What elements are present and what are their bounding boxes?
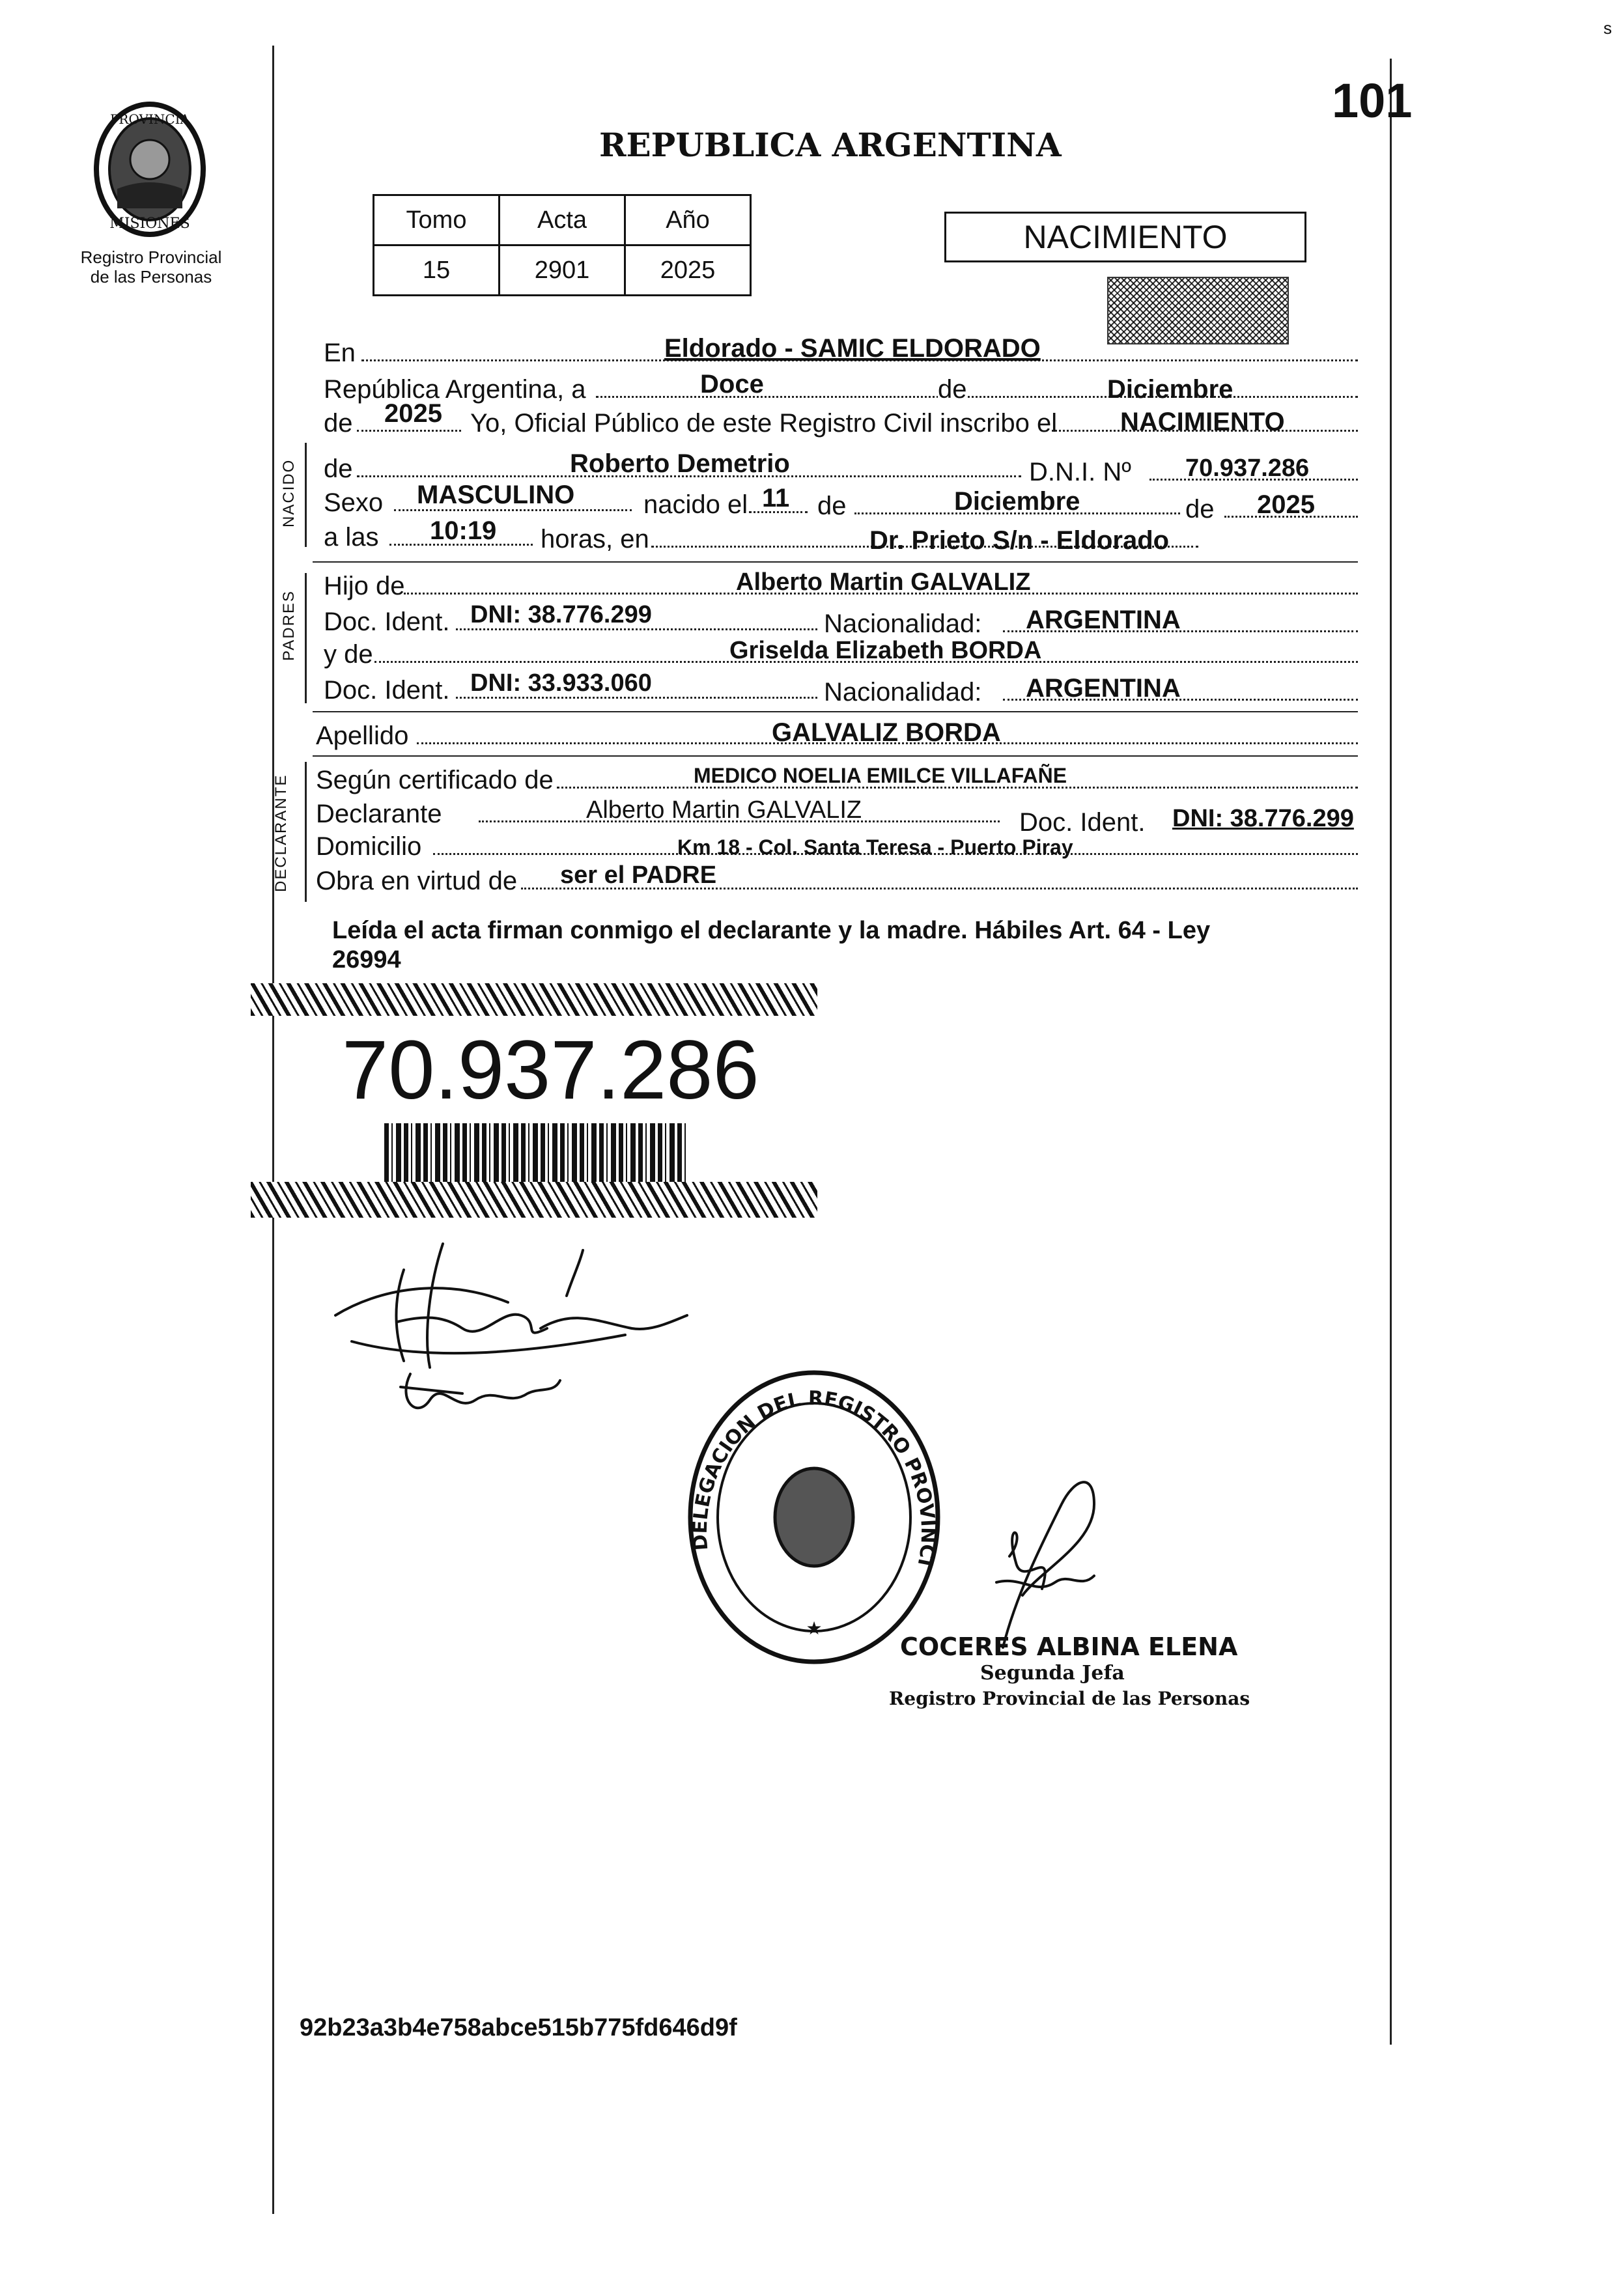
madre-nac-label: Nacionalidad:	[824, 678, 982, 707]
anio-dots	[357, 430, 461, 432]
declarante-doc-label: Doc. Ident.	[1019, 808, 1146, 837]
padre-doc: DNI: 38.776.299	[470, 601, 652, 628]
tomo-value: 15	[374, 245, 500, 296]
document-type: NACIMIENTO	[1023, 219, 1228, 255]
padre-nac: ARGENTINA	[1026, 606, 1181, 634]
tomo-header: Tomo	[374, 195, 500, 245]
dni-block-number: 70.937.286	[342, 1024, 759, 1117]
horas-en-label: horas, en	[541, 525, 649, 553]
nacido-de-label: de	[324, 455, 353, 483]
declarante-bracket	[305, 762, 307, 902]
obra-value: ser el PADRE	[560, 861, 717, 889]
cert-value: MEDICO NOELIA EMILCE VILLAFAÑE	[694, 764, 1067, 787]
nombre-value: Roberto Demetrio	[570, 449, 790, 478]
page-number: 101	[1332, 74, 1413, 128]
page-title: REPUBLICA ARGENTINA	[599, 126, 1062, 164]
document-type-box	[944, 212, 1306, 262]
svg-text:MISIONES: MISIONES	[109, 216, 190, 232]
domicilio-value: Km 18 - Col. Santa Teresa - Puerto Piray	[677, 835, 1073, 859]
sexo-label: Sexo	[324, 488, 384, 517]
left-frame-line	[272, 46, 274, 2214]
logo-caption-line1: Registro Provincial	[80, 247, 222, 267]
nota-line-1: Leída el acta firman conmigo el declarante y la madre. Hábiles Art. 64 - Ley	[332, 917, 1211, 944]
de-label-2: de	[324, 409, 353, 438]
apellido-rule	[313, 755, 1358, 757]
acta-value: 2901	[500, 245, 625, 296]
logo-caption-line2: de las Personas	[90, 267, 212, 287]
inscribo-text: Yo, Oficial Público de este Registro Civil inscribo el	[470, 409, 1058, 438]
sexo-dots	[394, 509, 632, 511]
nacido-anio: 2025	[1257, 490, 1315, 519]
acta-table	[373, 194, 752, 296]
dni-label: D.N.I. Nº	[1029, 458, 1131, 486]
padres-rule	[313, 711, 1358, 712]
padres-side-label: PADRES	[280, 590, 298, 661]
official-office: Registro Provincial de las Personas	[889, 1688, 1250, 1709]
en-value: Eldorado - SAMIC ELDORADO	[664, 334, 1041, 363]
madre-doc-dots	[456, 697, 817, 699]
nacido-de-label-3: de	[1185, 495, 1215, 524]
security-band-top	[251, 983, 817, 1016]
nota-line-2: 26994	[332, 946, 401, 973]
document-hash: 92b23a3b4e758abce515b775fd646d9f	[300, 2014, 737, 2041]
padre-nac-label: Nacionalidad:	[824, 609, 982, 638]
right-frame-line	[1390, 59, 1392, 2045]
madre-value: Griselda Elizabeth BORDA	[729, 637, 1042, 664]
apellido-label: Apellido	[316, 721, 409, 750]
madre-doc-label: Doc. Ident.	[324, 676, 450, 705]
declarante-label: Declarante	[316, 800, 442, 828]
padre-doc-dots	[456, 628, 817, 630]
nacido-side-label: NACIDO	[280, 458, 298, 527]
svg-text:★: ★	[806, 1617, 823, 1639]
a-las-label: a las	[324, 523, 379, 552]
anio-value: 2025	[625, 245, 751, 296]
obra-label: Obra en virtud de	[316, 867, 518, 895]
madre-nac: ARGENTINA	[1026, 674, 1181, 703]
security-band-bottom	[251, 1182, 817, 1218]
padre-value: Alberto Martin GALVALIZ	[736, 568, 1031, 596]
acta-header: Acta	[500, 195, 625, 245]
dia-value: Doce	[700, 370, 764, 399]
official-role: Segunda Jefa	[980, 1662, 1125, 1685]
hora-value: 10:19	[430, 516, 497, 545]
security-hologram	[1107, 277, 1289, 344]
anio-inscripcion: 2025	[384, 399, 442, 428]
domicilio-label: Domicilio	[316, 832, 422, 861]
nacido-el-label: nacido el	[643, 490, 748, 519]
apellido-value: GALVALIZ BORDA	[772, 718, 1001, 747]
en-label: En	[324, 339, 356, 367]
cert-label: Según certificado de	[316, 766, 554, 794]
mes-value: Diciembre	[1107, 375, 1233, 404]
de-label-1: de	[938, 375, 967, 404]
declarante-signature	[326, 1231, 690, 1439]
padre-doc-label: Doc. Ident.	[324, 608, 450, 636]
anio-header: Año	[625, 195, 751, 245]
nacido-rule	[313, 561, 1358, 563]
hijo-de-label: Hijo de	[324, 572, 405, 600]
provincial-seal-logo	[85, 98, 215, 241]
padres-bracket	[305, 573, 307, 703]
nacido-de-label-2: de	[817, 492, 847, 520]
official-signature	[964, 1465, 1133, 1660]
y-de-label: y de	[324, 640, 373, 669]
svg-text:PROVINCIA: PROVINCIA	[109, 111, 190, 127]
nacido-dia: 11	[762, 484, 790, 512]
lugar-value: Dr. Prieto S/n - Eldorado	[869, 526, 1170, 555]
dni-value: 70.937.286	[1185, 455, 1310, 482]
republica-label: República Argentina, a	[324, 375, 586, 404]
nacido-mes: Diciembre	[954, 487, 1080, 516]
corner-mark: s	[1603, 18, 1612, 38]
official-seal	[684, 1367, 944, 1667]
declarante-doc: DNI: 38.776.299	[1172, 805, 1354, 832]
declarante-value: Alberto Martin GALVALIZ	[586, 796, 862, 824]
sexo-value: MASCULINO	[417, 481, 575, 509]
declarante-side-label: DECLARANTE	[272, 774, 290, 892]
official-name: COCERES ALBINA ELENA	[900, 1632, 1238, 1661]
svg-text:DELEGACION DEL REGISTRO PROVIN: DELEGACION DEL REGISTRO PROVINCI	[688, 1387, 940, 1569]
inscribo-value: NACIMIENTO	[1120, 408, 1285, 436]
madre-doc: DNI: 33.933.060	[470, 669, 652, 697]
nacido-bracket	[305, 443, 307, 547]
